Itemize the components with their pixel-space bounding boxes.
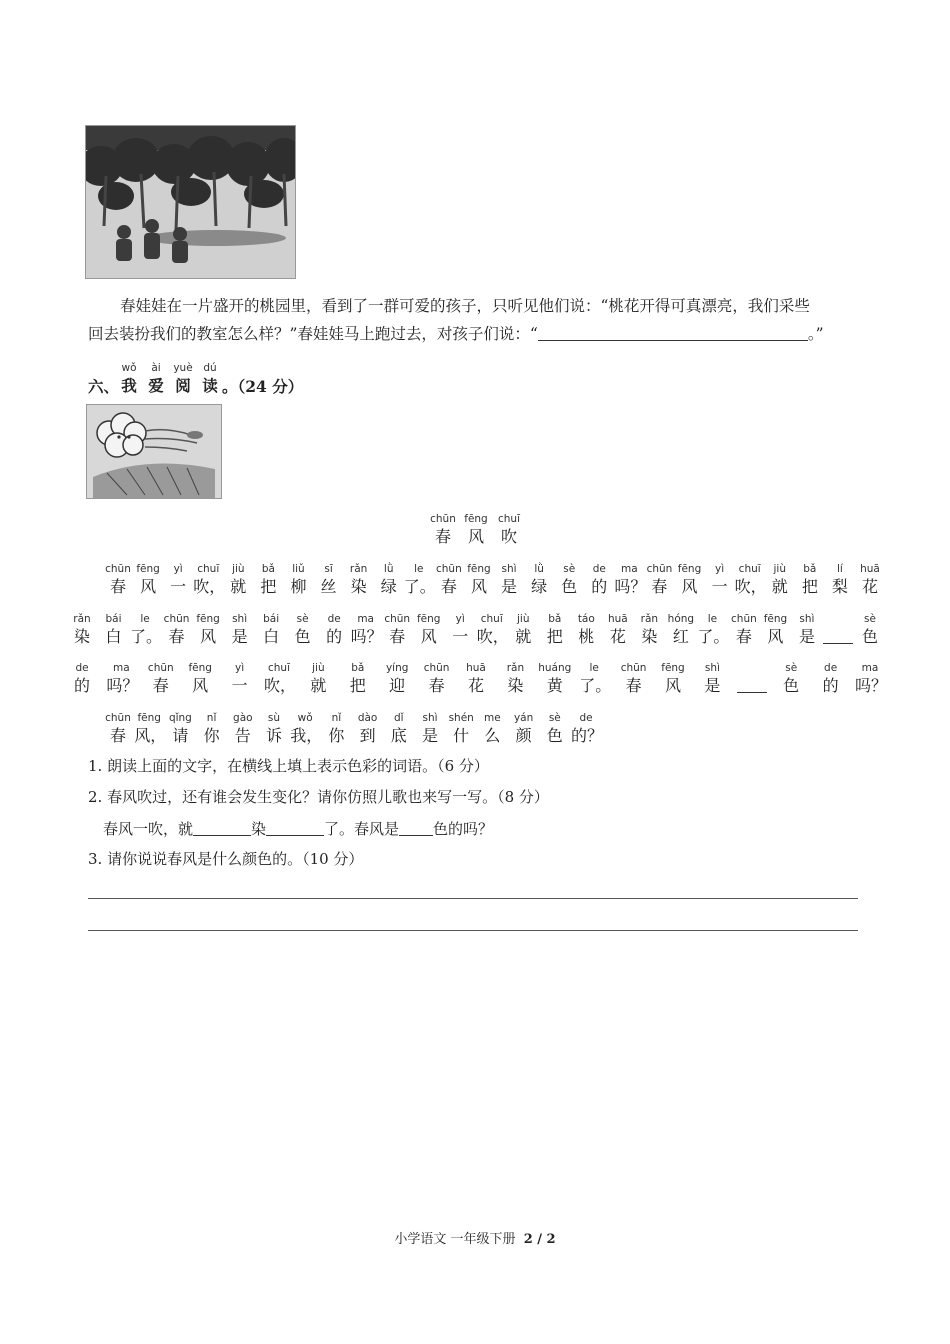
- hanzi: 红: [672, 627, 689, 646]
- hanzi: 是: [798, 627, 815, 646]
- pinyin: chūn: [423, 662, 450, 674]
- poem-char: [571, 711, 604, 747]
- hanzi: 爱: [148, 376, 164, 395]
- hanzi: 风: [664, 676, 681, 695]
- hanzi: 了。: [579, 676, 612, 695]
- hanzi: 花: [861, 577, 878, 596]
- hanzi: 春: [428, 676, 445, 695]
- hanzi: 绿: [380, 577, 397, 596]
- hanzi: 吗？: [350, 627, 383, 646]
- hanzi: 风，: [134, 726, 167, 745]
- hanzi: 是: [501, 577, 518, 596]
- pinyin: de: [824, 662, 838, 674]
- pinyin: jiù: [312, 662, 325, 674]
- question-1: 1. 朗读上面的文字，在横线上填上表示色彩的词语。（6 分）: [88, 757, 489, 775]
- hanzi: 春: [440, 577, 457, 596]
- hanzi: 你: [328, 726, 345, 745]
- hanzi: 了。: [697, 627, 730, 646]
- hanzi: 春: [109, 726, 126, 745]
- pinyin: chuī: [197, 563, 220, 575]
- hanzi: 的？: [571, 726, 604, 745]
- hanzi: 色: [861, 627, 878, 646]
- hanzi: 花: [467, 676, 484, 695]
- pinyin: qǐng: [168, 712, 192, 724]
- hanzi: 吹: [500, 527, 517, 546]
- color-blank[interactable]: [823, 626, 853, 648]
- footer-subject: 小学语文 一年级下册: [394, 1232, 516, 1247]
- pinyin: shì: [501, 563, 517, 575]
- hanzi: 染: [73, 627, 90, 646]
- pinyin: de: [327, 613, 341, 625]
- hanzi: 我: [121, 376, 137, 395]
- pinyin: rǎn: [506, 662, 525, 674]
- hanzi: 就: [515, 627, 532, 646]
- hanzi: 是: [231, 627, 248, 646]
- pinyin: fēng: [661, 662, 685, 674]
- pinyin: chūn: [163, 613, 190, 625]
- pinyin: yíng: [385, 662, 409, 674]
- hanzi: 诉: [265, 726, 282, 745]
- hanzi: 色: [546, 726, 563, 745]
- pinyin: yuè: [173, 362, 193, 374]
- hanzi: 告: [234, 726, 251, 745]
- hanzi: 色: [783, 676, 800, 695]
- pinyin: le: [707, 613, 718, 625]
- hanzi: 把: [349, 676, 366, 695]
- hanzi: 黄: [546, 676, 563, 695]
- pinyin: chuī: [738, 563, 761, 575]
- hanzi: 柳: [290, 577, 307, 596]
- pinyin: yì: [173, 563, 183, 575]
- pinyin: nǐ: [206, 712, 217, 724]
- pinyin: chūn: [646, 563, 673, 575]
- hanzi: 么: [484, 726, 501, 745]
- hanzi: 白: [263, 627, 280, 646]
- pinyin: de: [592, 563, 606, 575]
- hanzi: 染: [507, 676, 524, 695]
- hanzi: 把: [546, 627, 563, 646]
- pinyin: shén: [448, 712, 474, 724]
- hanzi: 什: [453, 726, 470, 745]
- hanzi: 底: [390, 726, 407, 745]
- hanzi: 是: [421, 726, 438, 745]
- hanzi: 春: [168, 627, 185, 646]
- hanzi: 的: [326, 627, 343, 646]
- hanzi: 了。: [403, 577, 436, 596]
- pinyin: dào: [357, 712, 378, 724]
- poem-char: [855, 612, 885, 648]
- title-char: [195, 361, 225, 397]
- pinyin: yì: [235, 662, 245, 674]
- pinyin: chuī: [498, 513, 520, 525]
- hanzi: 风: [200, 627, 217, 646]
- pinyin: sè: [864, 613, 876, 625]
- pinyin: yán: [513, 712, 534, 724]
- hanzi: 一: [231, 676, 248, 695]
- hanzi: 吗？: [614, 577, 647, 596]
- hanzi: 染: [641, 627, 658, 646]
- pinyin: chūn: [147, 662, 174, 674]
- hanzi: 春: [434, 527, 451, 546]
- hanzi: 春: [109, 577, 126, 596]
- spring-doll-paragraph: [88, 292, 878, 348]
- question-2: 2. 春风吹过，还有谁会发生变化？请你仿照儿歌也来写一写。（8 分）: [88, 788, 549, 806]
- answer-line-2[interactable]: [88, 930, 858, 931]
- hanzi: 风: [192, 676, 209, 695]
- pinyin: le: [589, 662, 599, 674]
- pinyin: dú: [203, 362, 217, 374]
- pinyin: lí: [836, 563, 843, 575]
- pinyin: huā: [466, 662, 486, 674]
- paragraph-line-1: 春娃娃在一片盛开的桃园里，看到了一群可爱的孩子，只听见他们说：“桃花开得可真漂亮，我们采些: [120, 297, 810, 315]
- pinyin: liǔ: [292, 563, 305, 575]
- pinyin: chūn: [384, 613, 411, 625]
- hanzi: 桃: [578, 627, 595, 646]
- paragraph-line-2: 回去装扮我们的教室怎么样？”春娃娃马上跑过去，对孩子们说：“ 。”: [88, 320, 878, 348]
- pinyin: rǎn: [640, 613, 659, 625]
- hanzi: 读: [202, 376, 218, 395]
- pinyin: hóng: [667, 613, 695, 625]
- pinyin: chūn: [105, 712, 131, 724]
- poem-char: [855, 661, 888, 697]
- hanzi: 你: [203, 726, 220, 745]
- pinyin: gào: [233, 712, 253, 724]
- pinyin: dǐ: [394, 712, 404, 724]
- pinyin: huā: [607, 613, 628, 625]
- section-6-number: 六、: [88, 377, 120, 396]
- hanzi: 春: [625, 676, 642, 695]
- pinyin: bái: [263, 613, 280, 625]
- pinyin: ài: [151, 362, 161, 374]
- hanzi: 的: [73, 676, 90, 695]
- hanzi: 吹，: [734, 577, 767, 596]
- pinyin: bǎ: [803, 563, 817, 575]
- hanzi: 风: [470, 577, 487, 596]
- pinyin: bǎ: [261, 563, 275, 575]
- answer-blank-speech[interactable]: [538, 322, 808, 341]
- hanzi: 吹，: [476, 627, 509, 646]
- hanzi: 迎: [389, 676, 406, 695]
- pinyin: bǎ: [351, 662, 365, 674]
- pinyin: sè: [563, 563, 576, 575]
- hanzi: 绿: [531, 577, 548, 596]
- hanzi: 风: [140, 577, 157, 596]
- pinyin: ma: [357, 613, 374, 625]
- pinyin: fēng: [464, 513, 488, 525]
- pinyin: sī: [324, 563, 333, 575]
- wind-cloud-drawing: [87, 405, 221, 498]
- pinyin: huā: [860, 563, 880, 575]
- pinyin: rǎn: [349, 563, 368, 575]
- pinyin: le: [140, 613, 150, 625]
- hanzi: 色: [294, 627, 311, 646]
- hanzi: 了。: [130, 627, 163, 646]
- pinyin: yì: [455, 613, 465, 625]
- hanzi: 吗？: [855, 676, 888, 695]
- pinyin: chūn: [731, 613, 757, 625]
- pinyin: huáng: [538, 662, 572, 674]
- hanzi: 吹，: [264, 676, 297, 695]
- pinyin: ma: [861, 662, 879, 674]
- pinyin: jiù: [517, 613, 530, 625]
- hanzi: 请: [172, 726, 189, 745]
- hanzi: 把: [260, 577, 277, 596]
- pinyin: fēng: [196, 613, 220, 625]
- pinyin: bái: [105, 613, 122, 625]
- pinyin: de: [75, 662, 89, 674]
- pinyin: fēng: [416, 613, 441, 625]
- pinyin: chuī: [268, 662, 290, 674]
- pinyin: fēng: [763, 613, 788, 625]
- pinyin: fēng: [467, 563, 491, 575]
- poem-title: [0, 512, 950, 552]
- pinyin: fēng: [136, 563, 160, 575]
- pinyin: sè: [785, 662, 798, 674]
- pinyin: chūn: [105, 563, 131, 575]
- pinyin: chūn: [620, 662, 647, 674]
- fill-blank-1[interactable]: [193, 817, 251, 836]
- pinyin: le: [414, 563, 424, 575]
- hanzi: 一: [452, 627, 469, 646]
- poem-title-char: [494, 512, 524, 548]
- hanzi: 白: [105, 627, 122, 646]
- pinyin: jiù: [773, 563, 786, 575]
- pinyin: chuī: [480, 613, 503, 625]
- hanzi: 风: [467, 527, 484, 546]
- pinyin: sè: [296, 613, 309, 625]
- pinyin: shì: [704, 662, 720, 674]
- pinyin: ma: [621, 563, 638, 575]
- peach-orchard-illustration: [85, 125, 296, 279]
- hanzi: 的: [822, 676, 839, 695]
- pinyin: shì: [422, 712, 438, 724]
- footer-page: 2 / 2: [523, 1232, 556, 1247]
- hanzi: 花: [609, 627, 626, 646]
- question-3: 3. 请你说说春风是什么颜色的。（10 分）: [88, 850, 364, 868]
- pinyin: lǜ: [534, 563, 544, 575]
- section-6-score: 。（24 分）: [222, 377, 304, 396]
- hanzi: 就: [230, 577, 247, 596]
- hanzi: 就: [771, 577, 788, 596]
- question-2-fill-line: 春风一吹，就 染 了。春风是 色的吗？: [103, 817, 493, 840]
- hanzi: 风: [767, 627, 784, 646]
- spring-wind-illustration: [86, 404, 222, 499]
- pinyin: nǐ: [331, 712, 342, 724]
- hanzi: 到: [359, 726, 376, 745]
- answer-line-1[interactable]: [88, 898, 858, 899]
- hanzi: 色: [561, 577, 578, 596]
- hanzi: 的: [591, 577, 608, 596]
- hanzi: 阅: [175, 376, 191, 395]
- orchard-drawing: [86, 126, 295, 278]
- hanzi: 风: [420, 627, 437, 646]
- pinyin: wǒ: [297, 712, 313, 724]
- hanzi: 把: [801, 577, 818, 596]
- hanzi: 吗？: [106, 676, 139, 695]
- hanzi: 春: [389, 627, 406, 646]
- pinyin: shì: [799, 613, 815, 625]
- pinyin: ma: [113, 662, 130, 674]
- pinyin: chūn: [430, 513, 456, 525]
- pinyin: shì: [232, 613, 248, 625]
- fill-blank-2[interactable]: [266, 817, 324, 836]
- pinyin: wǒ: [121, 362, 137, 374]
- pinyin: sù: [267, 712, 281, 724]
- hanzi: 是: [704, 676, 721, 695]
- poem-char: [855, 562, 885, 598]
- pinyin: de: [579, 712, 593, 724]
- pinyin: me: [484, 712, 501, 724]
- hanzi: 就: [310, 676, 327, 695]
- pinyin: jiù: [232, 563, 245, 575]
- hanzi: 丝: [320, 577, 337, 596]
- pinyin: yì: [715, 563, 725, 575]
- pinyin: lǜ: [383, 563, 394, 575]
- pinyin: fēng: [137, 712, 161, 724]
- pinyin: táo: [577, 613, 595, 625]
- hanzi: 一: [170, 577, 187, 596]
- hanzi: 春: [651, 577, 668, 596]
- pinyin: fēng: [677, 563, 702, 575]
- hanzi: 染: [350, 577, 367, 596]
- hanzi: 梨: [831, 577, 848, 596]
- hanzi: 吹，: [193, 577, 226, 596]
- fill-blank-3[interactable]: [399, 817, 433, 836]
- hanzi: 风: [681, 577, 698, 596]
- hanzi: 我，: [290, 726, 323, 745]
- hanzi: 颜: [515, 726, 532, 745]
- page-footer: [0, 1228, 950, 1247]
- pinyin: chūn: [436, 563, 462, 575]
- pinyin: bǎ: [548, 613, 562, 625]
- pinyin: sè: [548, 712, 561, 724]
- hanzi: 一: [711, 577, 728, 596]
- color-blank[interactable]: [737, 675, 767, 697]
- hanzi: 春: [735, 627, 752, 646]
- pinyin: fēng: [188, 662, 212, 674]
- pinyin: rǎn: [73, 613, 91, 625]
- hanzi: 春: [152, 676, 169, 695]
